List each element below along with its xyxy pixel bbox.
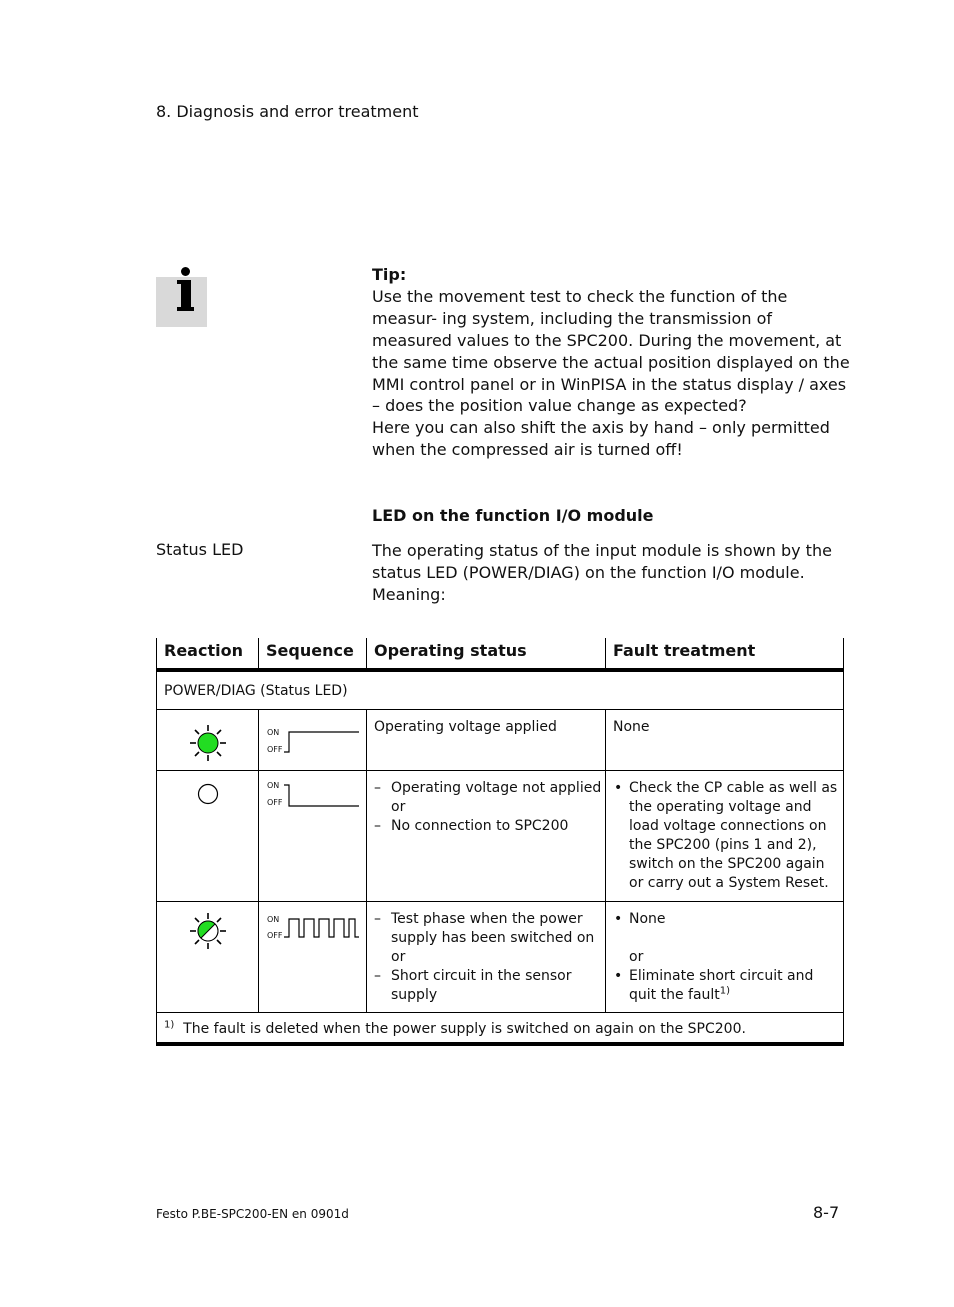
footnote-mark: 1) [164,1019,175,1031]
dash-marker: – [374,968,381,984]
header-sequence: Sequence [266,641,354,660]
section-header: 8. Diagnosis and error treatment [156,102,419,121]
table-header-row [156,638,844,668]
fault-text-row1: None [613,719,650,735]
seq-off-label: OFF [267,931,283,940]
section-heading: LED on the function I/O module [372,506,654,525]
bullet-marker: • [614,780,623,796]
seq-on-label: ON [267,915,280,924]
section-paragraph: The operating status of the input module is shown by the status LED (POWER/DIAG) on the function I/O module. Meaning: [372,541,832,604]
status-list-row2 [374,779,602,836]
fault-item: Check the CP cable as well as the operating voltage and load voltage connections on the SPC200 (pins 1 and 2), switch on the SPC200 again or carry out a System Reset. [629,780,838,891]
seq-off-label: OFF [267,745,283,754]
dash-marker: – [374,780,381,796]
tip-block [372,264,852,461]
status-item: Operating voltage not applied [391,780,602,796]
table-footnote [164,1020,839,1039]
dash-marker: – [374,818,381,834]
sequence-on-steady [267,728,362,758]
fault-item: None [629,911,666,927]
footnote-ref: 1) [719,985,731,997]
seq-off-label: OFF [267,798,283,807]
footnote-text: The fault is deleted when the power supply is switched on again on the SPC200. [183,1021,746,1037]
fault-item: Eliminate short circuit and quit the fault [629,968,814,1003]
page-number: 8-7 [813,1203,840,1222]
or-text: or [391,949,406,965]
status-list-row3 [374,910,602,1005]
bullet-marker: • [614,968,623,984]
sequence-off-steady [267,781,362,811]
status-item: Short circuit in the sensor supply [391,968,572,1003]
bullet-marker: • [614,911,623,927]
header-fault-treatment: Fault treatment [613,641,756,660]
fault-list-row2 [613,779,839,893]
seq-on-label: ON [267,781,280,790]
tip-body: Use the movement test to check the function of the measur- ing system, including the transmission of measured values to the SPC200. During the movement, at the same time observe the actual position displayed on the MMI control panel or in WinPISA in the status display / axes – does the position value change as expected? [372,286,850,416]
seq-on-label: ON [267,728,280,737]
led-green-flashing-icon [189,912,227,954]
footer-doc-id: Festo P.BE-SPC200-EN en 0901d [156,1207,349,1221]
status-text-row1: Operating voltage applied [374,719,557,735]
margin-label: Status LED [156,540,244,559]
header-reaction: Reaction [164,641,243,660]
fault-list-row3 [613,910,839,1005]
tip-body-2: Here you can also shift the axis by hand – only permitted when the compressed air is turned off! [372,418,830,460]
or-text: or [629,949,644,965]
led-off-icon [197,783,219,809]
tip-title: Tip: [372,265,407,284]
group-label: POWER/DIAG (Status LED) [164,683,348,699]
status-item: No connection to SPC200 [391,818,569,834]
status-item: Test phase when the power supply has been switched on [391,911,595,946]
or-text: or [391,799,406,815]
info-icon [156,277,207,327]
header-operating-status: Operating status [374,641,527,660]
sequence-flashing [267,915,362,945]
status-led-table [156,638,844,1048]
led-green-on-icon [189,724,227,766]
dash-marker: – [374,911,381,927]
